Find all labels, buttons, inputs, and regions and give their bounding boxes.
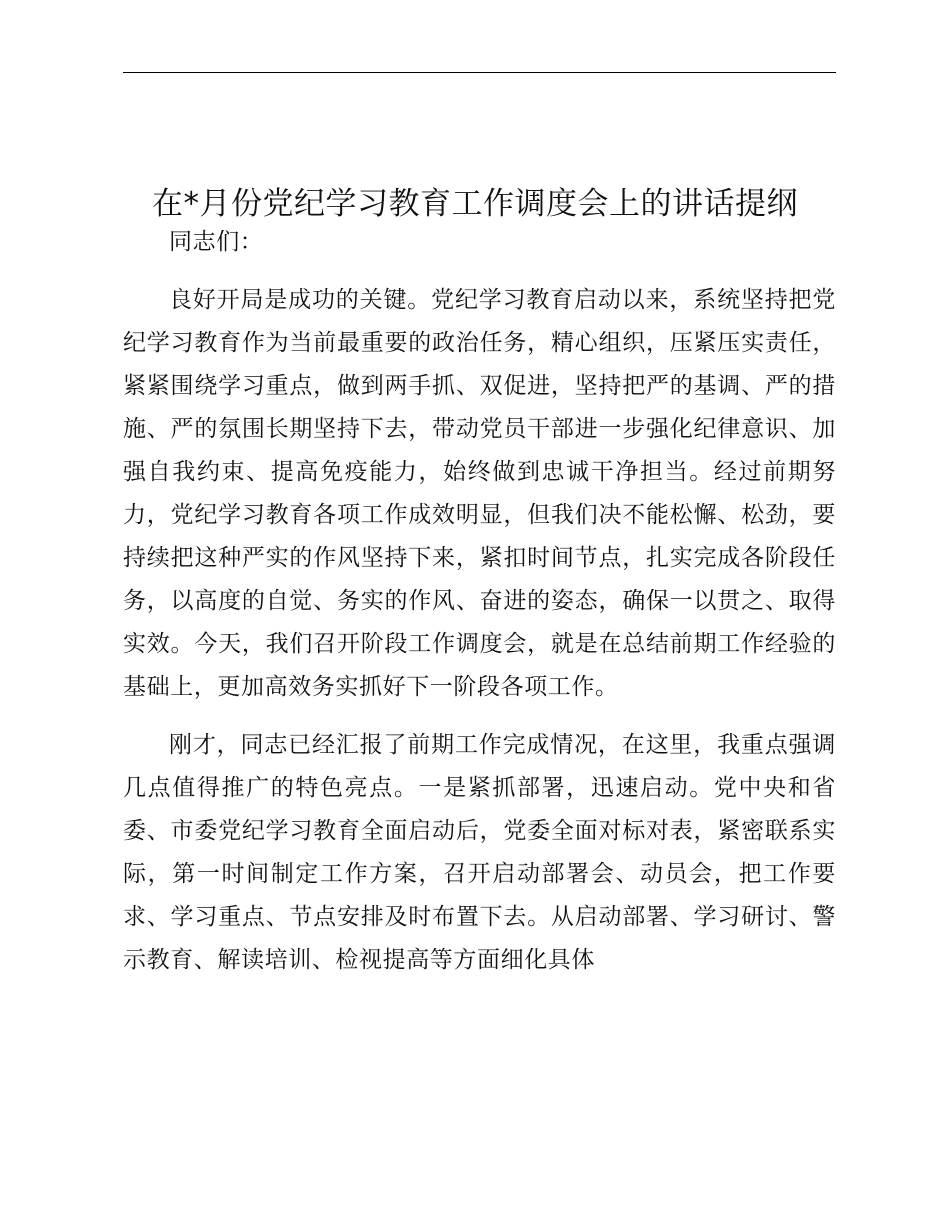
document-title: 在*月份党纪学习教育工作调度会上的讲话提纲 bbox=[152, 186, 798, 222]
paragraph-highlights: 刚才，同志已经汇报了前期工作完成情况，在这里，我重点强调几点值得推广的特色亮点。一是紧抓部署，迅速启动。党中央和省委、市委党纪学习教育全面启动后，党委全面对标对表，紧密联系实际，第一时间制定工作方案，召开启动部署会、动员会，把工作要求、学习重点、节点安排及时布置下去。从启动部署、学习研讨、警示教育、解读培训、检视提高等方面细化具体 bbox=[123, 732, 836, 973]
salutation: 同志们： bbox=[169, 229, 264, 255]
paragraph-opening: 良好开局是成功的关键。党纪学习教育启动以来，系统坚持把党纪学习教育作为当前最重要的政治任务，精心组织，压紧压实责任，紧紧围绕学习重点，做到两手抓、双促进，坚持把严的基调、严的措施、严的氛围长期坚持下去，带动党员干部进一步强化纪律意识、加强自我约束、提高免疫能力，始终做到忠诚干净担当。经过前期努力，党纪学习教育各项工作成效明显，但我们决不能松懈、松劲，要持续把这种严实的作风坚持下来，紧扣时间节点，扎实完成各阶段任务，以高度的自觉、务实的作风、奋进的姿态，确保一以贯之、取得实效。今天，我们召开阶段工作调度会，就是在总结前期工作经验的基础上，更加高效务实抓好下一阶段各项工作。 bbox=[123, 287, 836, 700]
header-rule bbox=[123, 72, 836, 73]
document-body bbox=[123, 221, 836, 997]
